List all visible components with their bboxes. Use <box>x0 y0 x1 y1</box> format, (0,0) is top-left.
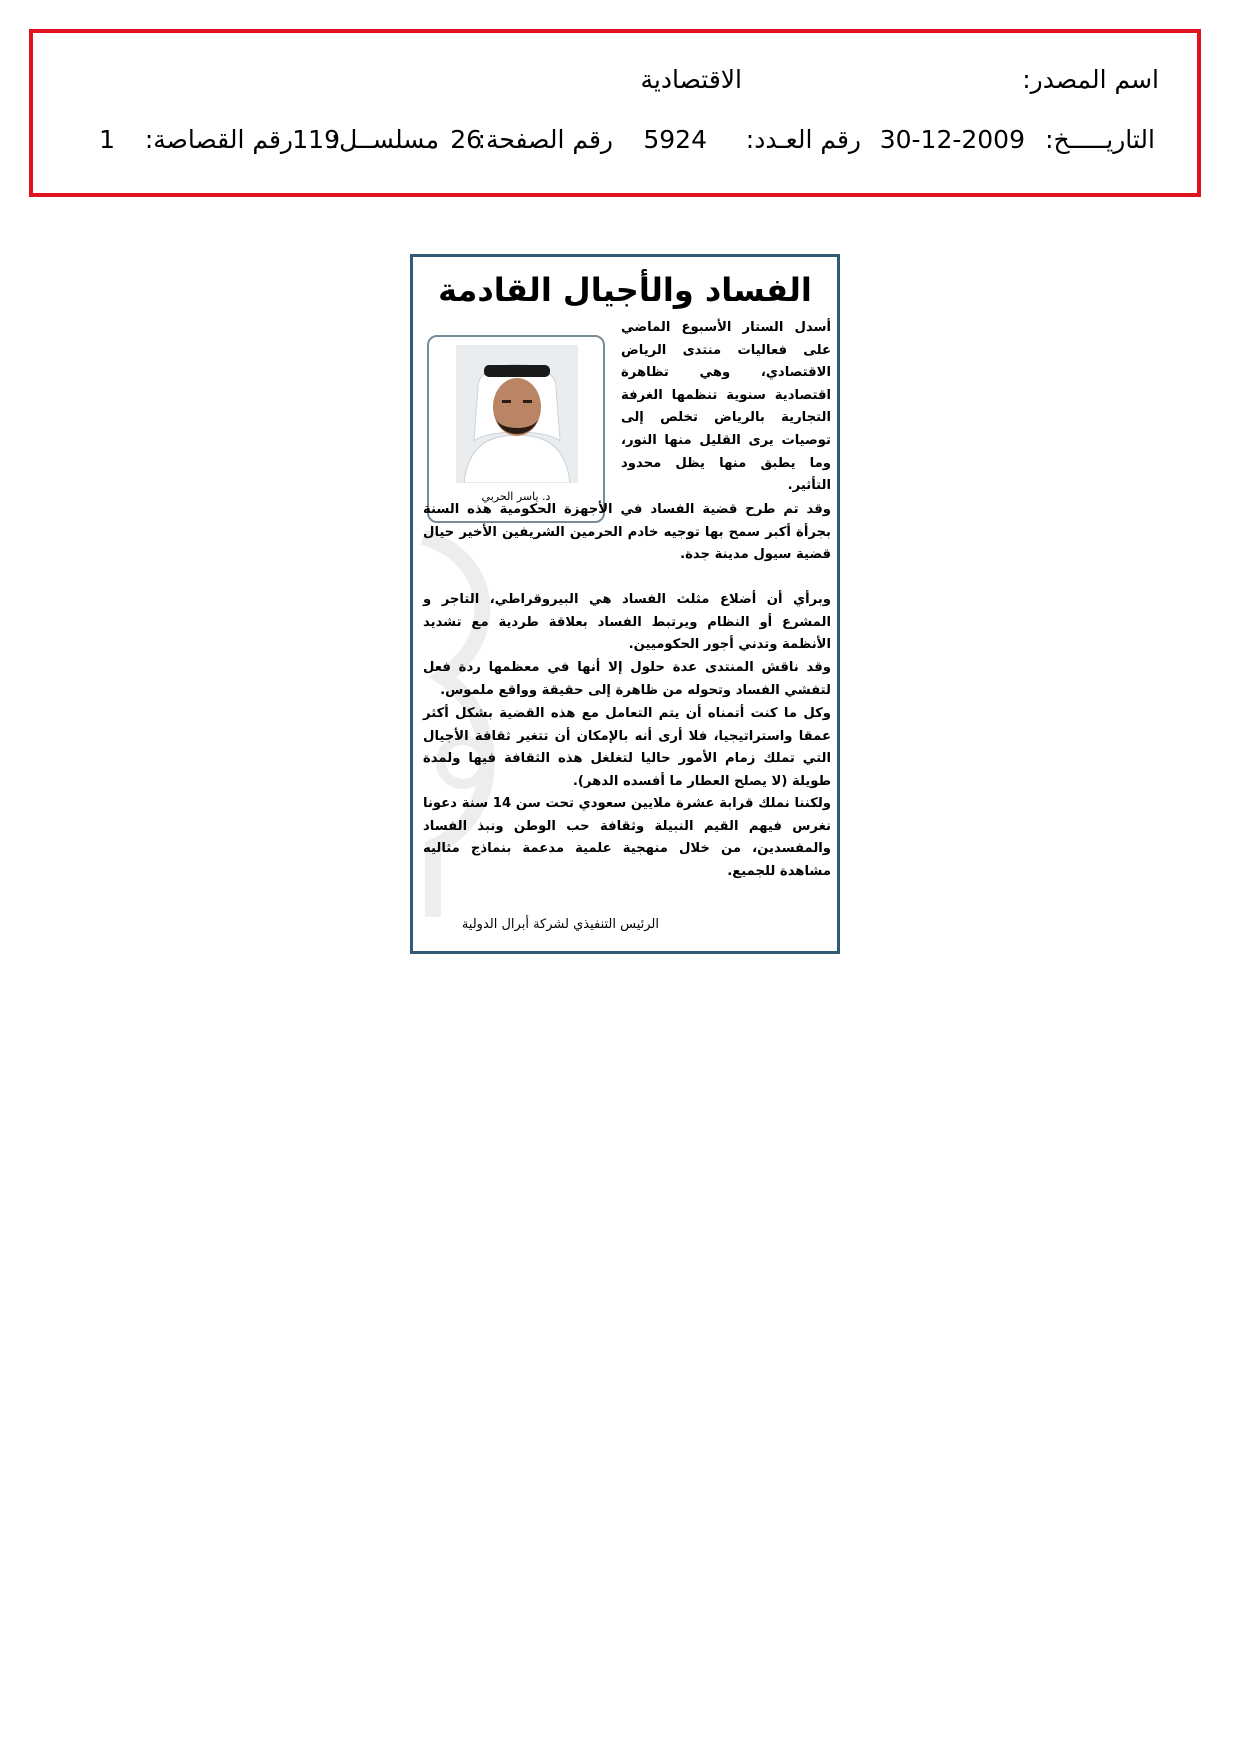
author-title-note: الرئيس التنفيذي لشركة أبرال الدولية <box>461 917 659 932</box>
clip-number-label: رقم القصاصة: <box>144 125 293 154</box>
clipping-info-box <box>29 29 1201 197</box>
serial-value: 119 <box>292 125 340 154</box>
date-value: 30-12-2009 <box>879 125 1025 154</box>
article-paragraph-1: أسدل الستار الأسبوع الماضي على فعاليات منتدى الرياض الاقتصادي، وهي تظاهرة اقتصادية سنوية تنظمها الغرفة التجارية بالرياض تخلص إلى توصيات يرى القليل منها النور، وما يطبق منها يظل محدود التأثير. <box>621 320 831 494</box>
newspaper-clipping <box>410 254 840 954</box>
author-photo-frame <box>427 335 605 523</box>
article-paragraph-2: وقد تم طرح قضية الفساد في الأجهزة الحكومية هذه السنة بجرأة أكبر سمح بها توجيه خادم الحرمين الشريفين الأخير حيال قضية سيول مدينة جدة. <box>423 502 831 563</box>
date-label: التاريـــــخ: <box>1045 125 1155 154</box>
author-photo <box>456 345 578 483</box>
source-label: اسم المصدر: <box>1022 65 1159 94</box>
page-label: رقم الصفحة: <box>477 125 613 154</box>
article-paragraph-3: وبرأي أن أضلاع مثلث الفساد هي البيروقراطي، التاجر و المشرع أو النظام ويرتبط الفساد بعلاقة طردية مع تشديد الأنظمة وتدني أجور الحكوميين. <box>423 592 831 653</box>
article-paragraph-6: ولكننا نملك قرابة عشرة ملايين سعودي تحت سن 14 سنة دعونا نغرس فيهم القيم النبيلة وثقافة حب الوطن ونبذ الفساد والمفسدين، من خلال منهجية علمية مدعمة بنماذج مثاليه مشاهدة للجميع. <box>423 796 831 879</box>
article-paragraph-5: وكل ما كنت أتمناه أن يتم التعامل مع هذه القضية بشكل أكثر عمقا واستراتيجيا، فلا أرى أنه بالإمكان أن تتغير ثقافة الأجيال التي تملك زمام الأمور حاليا لتغلغل هذه الثقافة فيها ولمدة طويلة (لا يصلح العطار ما أفسده الدهر). <box>423 706 831 789</box>
article-headline: الفساد والأجيال القادمة <box>438 271 812 309</box>
page-value: 26 <box>450 125 482 154</box>
article-paragraph-4: وقد ناقش المنتدى عدة حلول إلا أنها في معظمها ردة فعل لتفشي الفساد وتحوله من ظاهرة إلى حقيقة وواقع ملموس. <box>423 660 831 698</box>
clip-number-value: 1 <box>99 125 115 154</box>
source-value: الاقتصادية <box>640 65 742 94</box>
author-photo-caption: د. ياسر الحربي <box>481 490 551 503</box>
issue-label: رقم العـدد: <box>745 125 861 154</box>
issue-value: 5924 <box>643 125 707 154</box>
serial-label: مسلســل: <box>330 125 439 154</box>
